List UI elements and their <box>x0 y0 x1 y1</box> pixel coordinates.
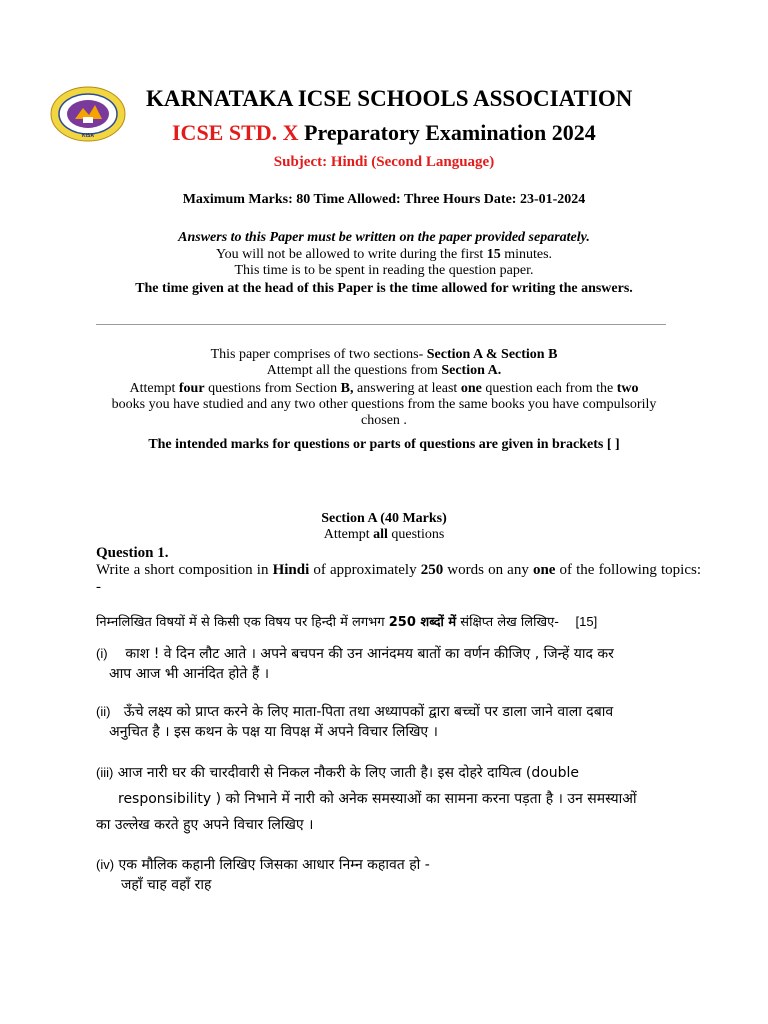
topic-option-4: (iv) एक मौलिक कहानी लिखिए जिसका आधार निम्न कहावत हो - जहाँ चाह वहाँ राह <box>96 857 430 893</box>
association-logo-icon <box>50 86 126 142</box>
question-1-label: Question 1. <box>96 545 169 561</box>
marks-note: The intended marks for questions or parts of questions are given in brackets [ ] <box>148 437 620 452</box>
topic-option-3: (iii) आज नारी घर की चारदीवारी से निकल नौकरी के लिए जाती है। इस दोहरे दायित्व (double responsibility ) को निभाने में नारी को अनेक समस्याओं का सामना करना पड़ता है । उन समस्याओं का उल्लेख करते हुए अपने विचार लिखिए । <box>96 765 637 833</box>
sections-note: This paper comprises of two sections- Section A & Section B <box>210 347 558 362</box>
divider <box>96 324 666 325</box>
question-1-hindi-instruction: निम्नलिखित विषयों में से किसी एक विषय पर हिन्दी में लगभग 250 शब्दों में संक्षिप्त लेख लिखिए- [15] <box>96 614 598 630</box>
question-1-text: Write a short composition in Hindi of approximately 250 words on any one of the following topics: - <box>96 562 701 595</box>
time-note: The time given at the head of this Paper is the time allowed for writing the answers. <box>135 281 633 296</box>
association-title: KARNATAKA ICSE SCHOOLS ASSOCIATION <box>146 86 633 111</box>
reading-time-note-2: This time is to be spent in reading the question paper. <box>234 263 534 278</box>
answers-note: Answers to this Paper must be written on the paper provided separately. <box>178 230 590 245</box>
topic-option-1: (i) काश ! वे दिन लौट आते । अपने बचपन की उन आनंदमय बातों का वर्णन कीजिए , जिन्हें याद कर आप आज भी आनंदित होते हैं । <box>96 646 614 682</box>
reading-time-note: You will not be allowed to write during the first 15 minutes. <box>215 247 553 262</box>
section-a-subtitle: Attempt all questions <box>323 527 445 542</box>
attempt-section-a-note: Attempt all the questions from Section A. <box>266 363 502 378</box>
question-1-marks: [15] <box>575 614 598 629</box>
exam-title <box>172 120 596 146</box>
exam-name: Preparatory Examination 2024 <box>304 120 596 145</box>
subject-line: Subject: Hindi (Second Language) <box>273 154 495 170</box>
section-a-title: Section A (40 Marks) <box>321 511 447 526</box>
topic-option-2: (ii) ऊँचे लक्ष्य को प्राप्त करने के लिए माता-पिता तथा अध्यापकों द्वारा बच्चों पर डाला जाने वाला दबाव अनुचित है । इस कथन के पक्ष या विपक्ष में अपने विचार लिखिए । <box>96 704 614 740</box>
exam-meta: Maximum Marks: 80 Time Allowed: Three Hours Date: 23-01-2024 <box>182 192 586 207</box>
attempt-section-b-note: Attempt four questions from Section B, answering at least one question each from the two books you have studied and any two other questions from the same books you have compulsorily chosen . <box>111 381 657 428</box>
svg-text:KISA: KISA <box>82 133 94 139</box>
exam-class-label: ICSE STD. X <box>172 120 299 145</box>
